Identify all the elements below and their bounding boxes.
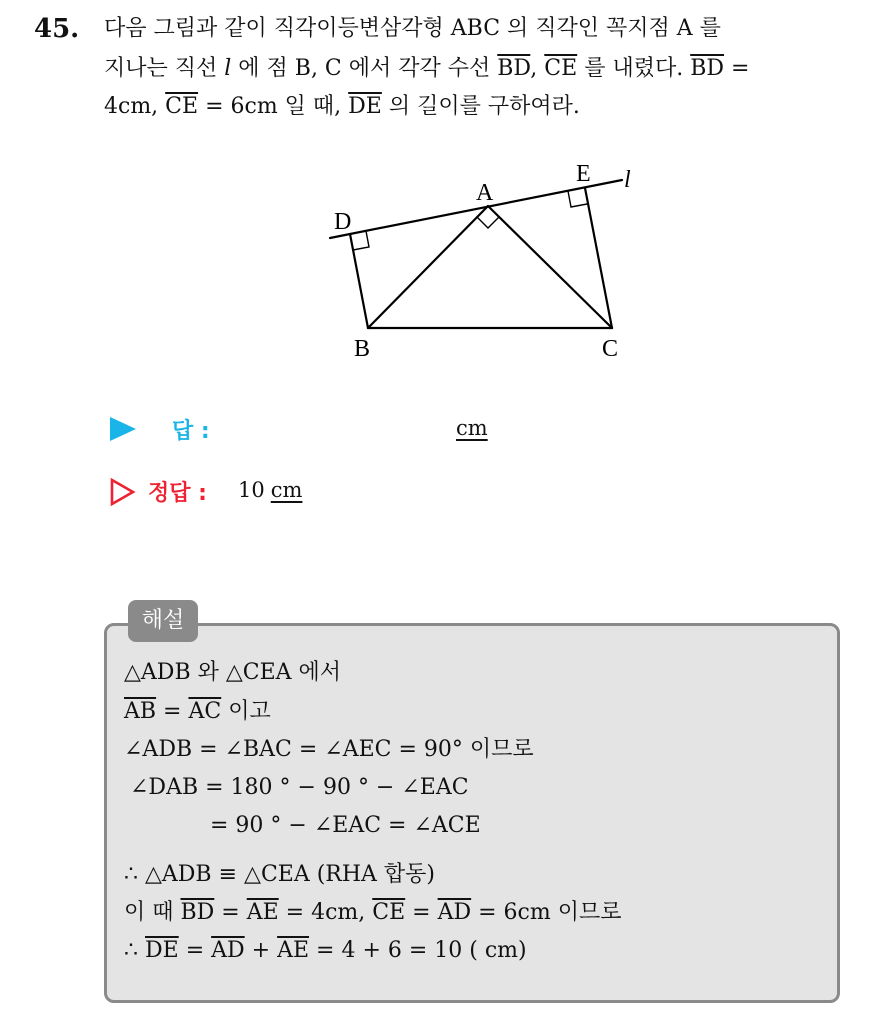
text: = [214,900,247,925]
segment-bd: $\overline{BD}$ [497,56,531,81]
segment-ad: $\overline{AD}$ [437,900,472,925]
label-l: l [624,167,631,193]
text: = [156,699,189,724]
correct-answer-label: 정답 : [148,481,207,506]
segment-de: $\overline{DE}$ [348,94,382,119]
text: = 6cm 일 때, [198,94,349,119]
label-a: A [476,180,494,206]
text: 4cm, [104,94,166,119]
explanation-line-6: ∴ △ADB ≡ △CEA (RHA 합동) [124,862,436,887]
question-number: 45. [34,14,80,44]
correct-answer-value [238,478,302,502]
line-l-var: l [224,56,232,81]
label-b: B [354,336,371,362]
segment-ab: $\overline{AB}$ [124,699,157,724]
text: = [724,56,750,81]
triangle-figure [318,150,658,370]
explanation-line-2 [124,697,271,727]
question-line-2 [104,54,749,84]
text: 지나는 직선 [104,56,225,81]
explanation-line-7 [124,898,622,928]
explanation-line-4: ∠DAB = 180 ° − 90 ° − ∠EAC [130,775,469,800]
question-line-1: 다음 그림과 같이 직각이등변삼각형 ABC 의 직각인 꼭지점 A 를 [104,16,721,41]
answer-label: 답 : [172,419,210,444]
text: = [178,938,212,963]
segment-bd: $\overline{BD}$ [180,900,215,925]
answer-play-icon [110,417,136,441]
right-angle-mark-e [568,191,587,207]
answer-unit: cm [456,416,488,440]
explanation-line-8 [124,936,527,966]
correct-value-number: 10 [238,478,265,502]
text: 의 길이를 구하여라. [381,94,580,119]
segment-ac-line [488,206,612,328]
segment-de: $\overline{DE}$ [145,938,179,963]
text: 이고 [221,699,271,724]
question-line-3 [104,92,580,122]
text: 에 점 B, C 에서 각각 수선 [231,56,498,81]
segment-ae: $\overline{AE}$ [277,938,310,963]
text: ∴ [124,938,145,963]
text: + [244,938,278,963]
right-angle-mark-a [477,217,499,228]
explanation-tab: 해설 [128,600,198,642]
text: = 4cm, [278,900,373,925]
text: 이 때 [124,900,181,925]
explanation-line-5: = 90 ° − ∠EAC = ∠ACE [210,813,481,838]
text: 를 내렸다. [577,56,691,81]
text: = 4 + 6 = 10 ( cm) [309,938,527,963]
segment-ac: $\overline{AC}$ [188,699,222,724]
segment-ce: $\overline{CE}$ [165,94,199,119]
segment-ab-line [368,206,488,328]
label-e: E [576,161,591,187]
explanation-line-3: ∠ADB = ∠BAC = ∠AEC = 90° 이므로 [124,737,534,762]
label-d: D [334,209,352,235]
segment-ce: $\overline{CE}$ [544,56,578,81]
correct-value-unit: cm [270,478,303,502]
segment-ae: $\overline{AE}$ [246,900,279,925]
label-c: C [602,336,619,362]
segment-ce: $\overline{CE}$ [372,900,406,925]
segment-ce-line [585,188,612,328]
text: = [405,900,438,925]
explanation-line-1: △ADB 와 △CEA 에서 [124,660,342,685]
text: = 6cm 이므로 [471,900,622,925]
text: , [530,56,545,81]
segment-bd: $\overline{BD}$ [690,56,724,81]
correct-answer-outline-triangle-icon [110,478,136,506]
segment-ad: $\overline{AD}$ [211,938,245,963]
